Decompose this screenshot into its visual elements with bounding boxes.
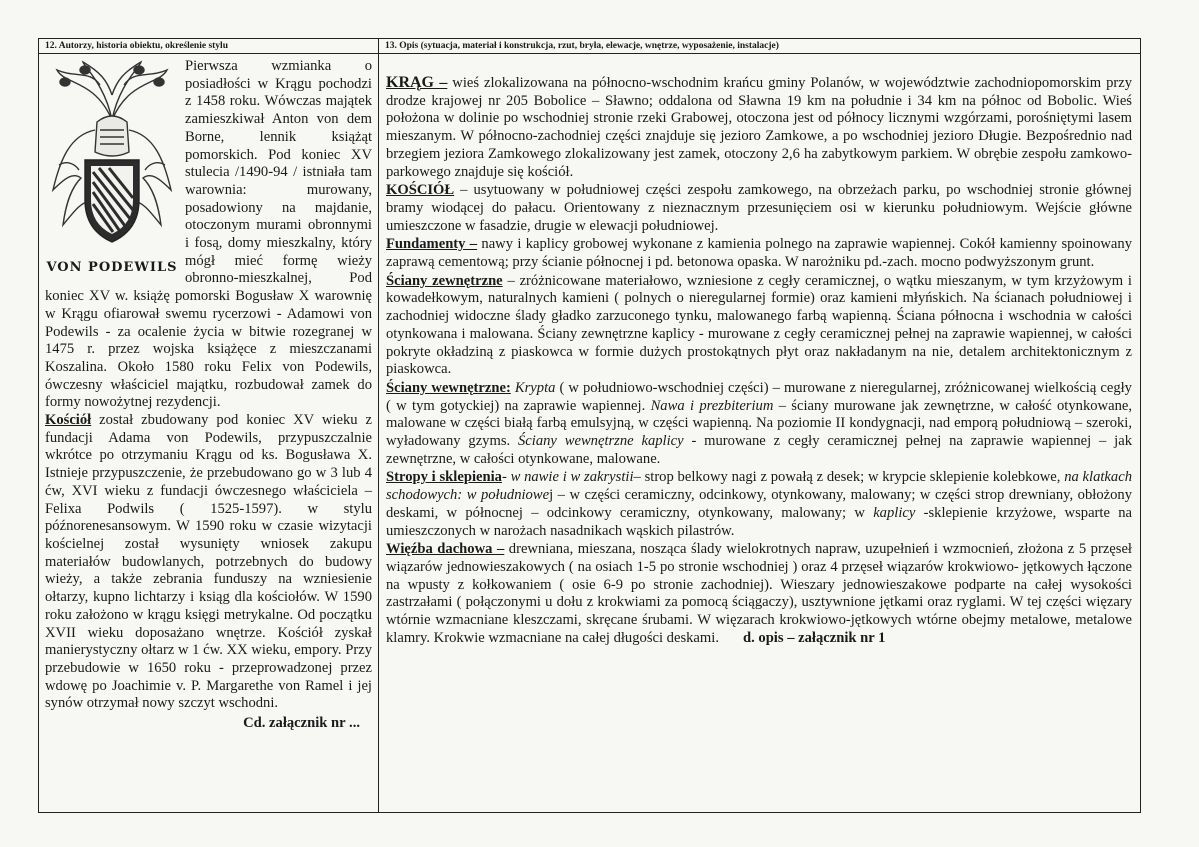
history-column bbox=[39, 39, 379, 812]
coat-of-arms-caption: VON PODEWILS bbox=[46, 260, 178, 275]
roof-truss-lead: Więźba dachowa – bbox=[386, 541, 505, 558]
ceilings-text-3: -sklepienie krzyżowe, wsparte na umieszczonych w narożach nasadnikach wąskich pilastrów. bbox=[386, 504, 1132, 539]
coat-of-arms bbox=[45, 60, 179, 276]
foundations-text: nawy i kaplicy grobowej wykonane z kamienia polnego na zaprawie wapiennej. Cokół kamienny spoinowany zaprawą cementową; przy ścianie północnej i pd. betonowa opaska. W narożniku pd.-zach. mocno podwyższonym grunt. bbox=[386, 236, 1133, 271]
description-attachment-note: d. opis – załącznik nr 1 bbox=[742, 629, 886, 646]
continuation-note: Cd. załącznik nr ... bbox=[243, 715, 360, 732]
foundations-lead: Fundamenty – bbox=[386, 236, 478, 253]
inner-walls-lead: Ściany wewnętrzne: bbox=[386, 379, 511, 396]
history-column-header: 12. Autorzy, historia obiektu, określenie stylu bbox=[39, 39, 378, 54]
outer-walls-text: – zróżnicowane materiałowo, wzniesione z cegły ceramicznej, o wątku mieszanym, w tym krzyżowym i kowadełkowym, naturalnych kamieni ( polnych o nieregularnej formie) oraz kamieni młyńskich. Na ścianach południowej i zachodniej widoczne ślady gładko zarzuconego tynku, malowanego farbą wapienną. Ściana północna i wschodnia w całości otynkowana i malowana. Ściany zewnętrzne kaplicy - murowane z cegły ceramicznej pełnej na zaprawie wapiennej, w całości pokryte okładziną z piaskowca w formie dużych prostokątnych płyt oraz nakładanym na nie, detalem architektonicznym z piaskowca. bbox=[386, 272, 1132, 378]
history-intro: Pierwsza wzmianka o posiadłości w Krągu pochodzi z 1458 roku. Wówczas majątek zamieszkiwał Anton von dem Borne, lennik książąt pomorskich. Pod koniec XV stulecia /1490-94 / istniała tam warownia: murowany, posadowiony na majdanie, otoczonym murami obronnymi i fosą, domy mieszkalny, który mógł mieć formę wieży obronno-mieszkalnej, Pod koniec XV w. książę pomorski Bogusław X warownię w Krągu ofiarował swemu rycerzowi - Adamowi von Podewils - za ocalenie życia w bitwie rozegranej w 1475 r. przez wojska książęce z mieszczanami Koszalina. Około 1580 roku Felix von Podewils, ówczesny właściciel majątku, rozbudował zamek do formy nowożytnej rezydencji. bbox=[45, 58, 372, 411]
church-lead: Kościół bbox=[45, 412, 92, 429]
nave-label: Nawa i prezbiterium bbox=[650, 397, 774, 414]
church-section-text: – usytuowany w południowej części zespołu zamkowego, na obrzeżach parku, po wschodniej stronie głównej bramy wiodącej do pałacu. Orientowany z nieznacznym przesunięciem osi w kierunku południowym. Wejście główne umieszczone w fasadzie, drugie w elewacji południowej. bbox=[386, 182, 1132, 234]
roof-truss-text: drewniana, mieszana, nosząca ślady wielokrotnych napraw, uzupełnień i wzmocnień, złożona z 5 przęseł wiązarów jednowieszakowych ( na osiach 1-5 po stronie wschodniej ) oraz 4 przęseł wiązarów krokwiowo- jętkowych łączone na wpusty z kołkowaniem ( osie 6-9 po stronie zachodniej). Wieszary jednowieszakowe podparte na całej wysokości zastrzałami ( połączonymi u dołu z krokwiami za pomocą ściągaczy), usztywnione jętkami oraz ryglami. W tej części więzary wtórnie wzmacniane kleszczami, skręcane śrubami. W więzarach krokwiowo-jętkowych wtórne obejmy metalowe, metalowe klamry. Krokwie wzmacniane na całej długości deskami. bbox=[386, 541, 1132, 646]
krag-text: wieś zlokalizowana na północno-wschodnim krańcu gminy Polanów, w województwie zachodniopomorskim przy drodze krajowej nr 205 Bobolice – Sławno; oddalona od Sławna 19 km na południe i 34 km na północ od Bobolic. Wieś położona w dolinie po wschodniej stronie rzeki Grabowej, otoczona jest od północy licznymi wzgórzami, porośniętymi lasem mieszanym. W północno-zachodniej części znajduje się jezioro Zamkowe, a po wschodniej jezioro Długie. Bezpośrednio nad brzegiem jeziora Zamkowego zlokalizowany jest zamek, otoczony 2,6 ha zabytkowym parkiem. W obrębie zespołu zamkowo-parkowego znajduje się kościół. bbox=[386, 75, 1133, 180]
ceilings-italic-3: kaplicy bbox=[873, 504, 916, 521]
ceilings-text-1: – strop belkowy nagi z powałą z desek; w krypcie sklepienie kolebkowe, bbox=[633, 469, 1065, 486]
section-ceilings bbox=[386, 469, 1132, 540]
section-roof-truss bbox=[386, 541, 1132, 647]
description-sheet bbox=[38, 38, 1141, 813]
description-column bbox=[379, 39, 1140, 812]
krag-lead: KRĄG – bbox=[386, 74, 448, 91]
ceilings-italic-1: - w nawie i w zakrystii bbox=[501, 469, 634, 486]
inner-walls-text-1: ( w południowo-wschodniej części) – murowane z nieregularnej, zróżnicowanej wielkością cegły ( w tym gotyckiej) na zaprawie wapiennej. bbox=[386, 379, 1132, 414]
section-krag bbox=[386, 74, 1132, 181]
inner-walls-text-3: - murowane z cegły ceramicznej pełnej na zaprawie wapiennej – jak zewnętrzne, w całości otynkowane, malowane. bbox=[386, 433, 1133, 467]
section-inner-walls bbox=[386, 380, 1132, 469]
history-church bbox=[45, 412, 372, 713]
section-foundations bbox=[386, 236, 1132, 271]
outer-walls-lead: Ściany zewnętrzne bbox=[386, 272, 503, 289]
coat-of-arms-icon bbox=[45, 60, 179, 260]
ceilings-italic-2: na klatkach schodowych: w południowe bbox=[386, 469, 1132, 504]
church-text: został zbudowany pod koniec XV wieku z fundacji Adama von Podewils, przypuszczalnie wkrótce po otrzymaniu Krągu od ks. Bogusława X. Istnieje przypuszczenie, że przebudowano go w 3 lub 4 ćw, XVI wieku z fundacji ówczesnego właściciela – Felixa Podwils ( 1525-1597). w stylu późnorenesansowym. W 1590 roku w czasie wizytacji kościelnej został wysunięty wniosek zakupu materiałów budowlanych, potrzebnych do budowy wieży, a także zebrania funduszy na wzniesienie ołtarzy, kupno lichtarzy i ksiąg dla kościołów. W 1590 roku założono w krągu księgi metrykalne. Od początku XVII wieku doposażano wnętrze. Kościół zyskał manierystyczny ołtarz w 1 ćw. XX wieku, empory. Przy przebudowie w 1650 roku - przeprowadzonej przez wdowę po Joachimie v. P. Margarethe von Ramel i jej synów otrzymał nowy szczyt wschodni. bbox=[45, 412, 372, 712]
section-church bbox=[386, 182, 1132, 235]
description-column-header: 13. Opis (sytuacja, materiał i konstrukcja, rzut, bryła, elewacje, wnętrze, wyposażenie, instalacje) bbox=[379, 39, 1140, 54]
ceilings-text-2: j – w części ceramiczny, odcinkowy, otynkowany, malowany; w części strop drewniany, obłożony deskami, w północnej – odcinkowy ceramiczny, otynkowany, malowany; w bbox=[386, 487, 1132, 521]
inner-walls-text-2: – ściany murowane jak zewnętrzne, w całość otynkowane, malowane w części białą farbą emulsyjną, w części wapienną. Na poziomie II kondygnacji, nad emporą południową – szeroki, wyładowany gzyms. bbox=[386, 397, 1132, 450]
history-text bbox=[39, 54, 378, 733]
chapel-walls-label: Ściany wewnętrzne kaplicy bbox=[518, 433, 684, 450]
church-section-lead: KOŚCIÓŁ bbox=[386, 182, 455, 199]
crypt-label: Krypta bbox=[514, 379, 556, 396]
section-outer-walls bbox=[386, 273, 1132, 379]
ceilings-lead: Stropy i sklepienia bbox=[386, 469, 502, 486]
history-first-line bbox=[45, 58, 372, 412]
description-text bbox=[379, 54, 1140, 648]
